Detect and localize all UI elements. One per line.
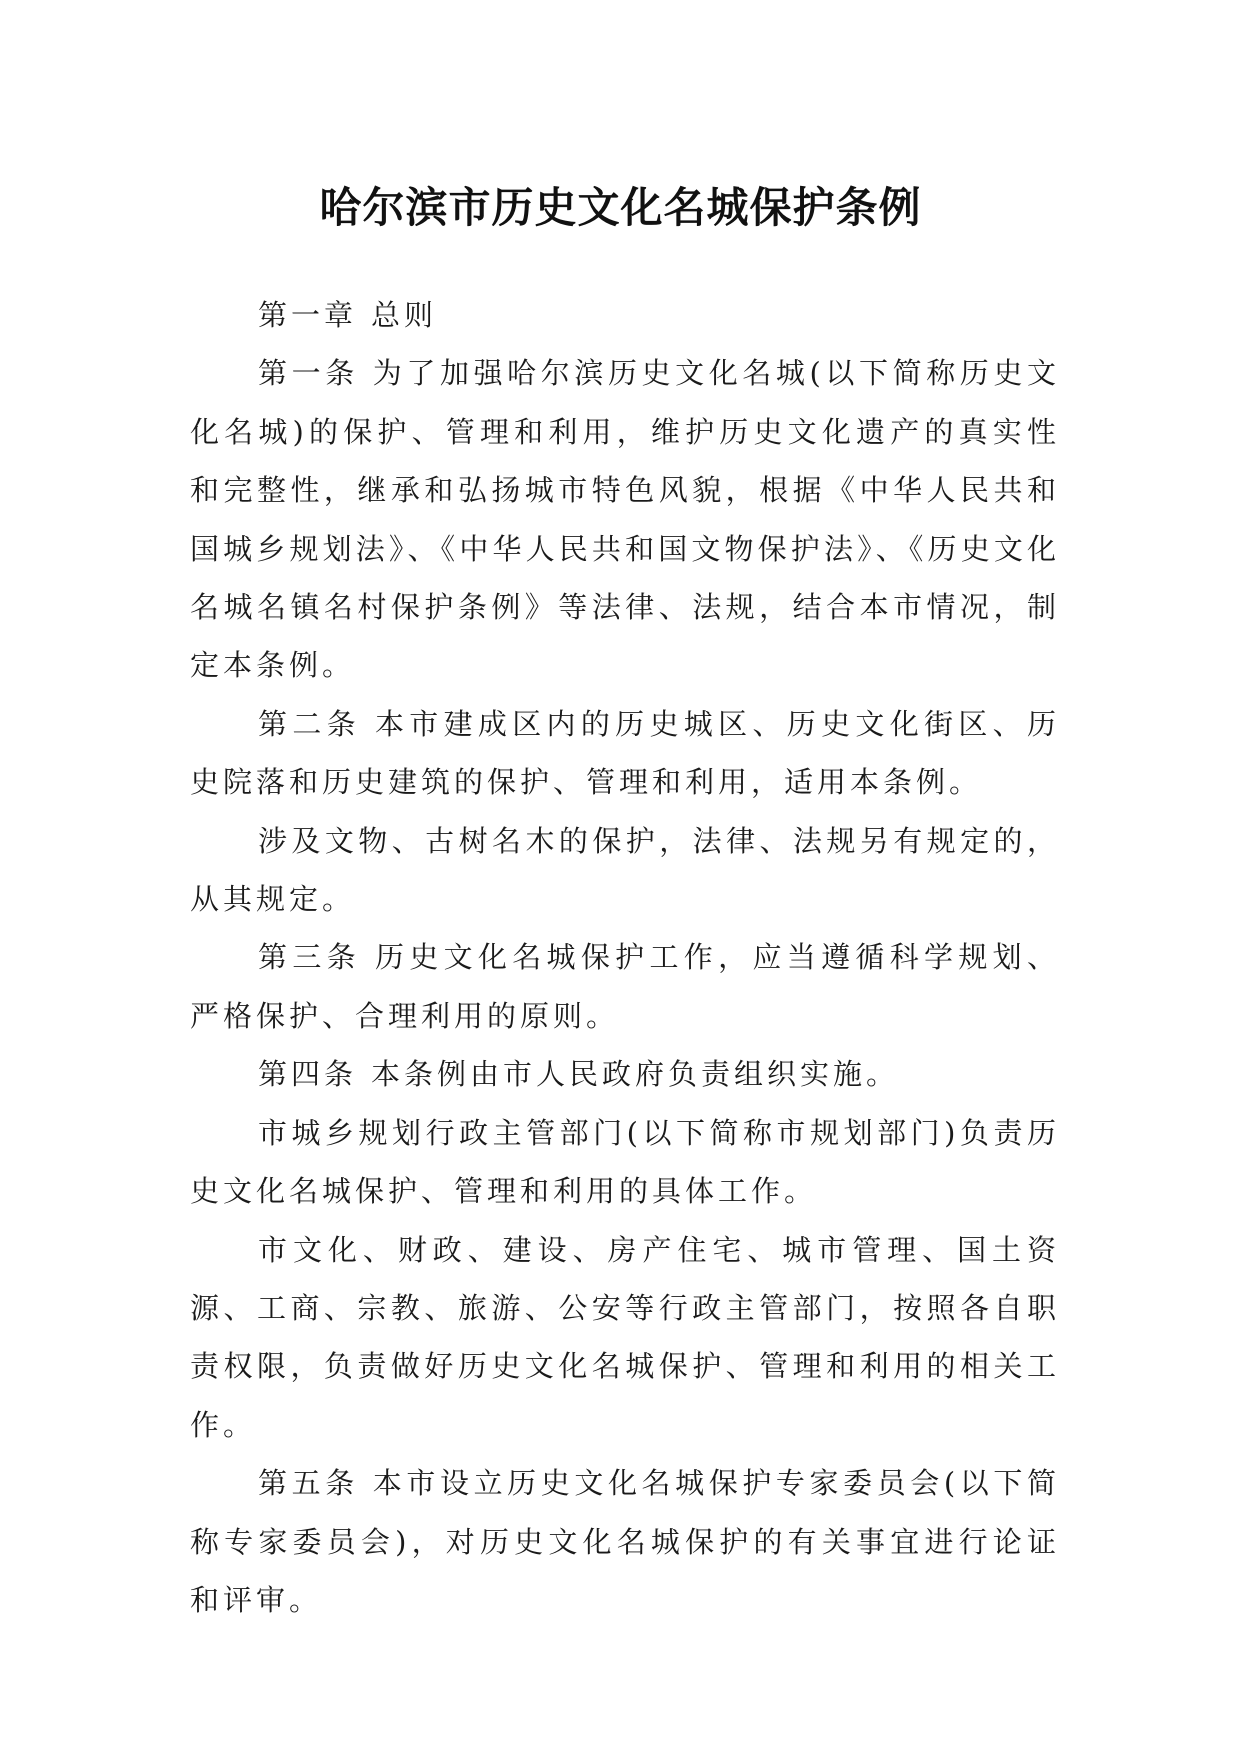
paragraph-text: 涉及文物、古树名木的保护，法律、法规另有规定的，从其规定。 bbox=[190, 823, 1060, 917]
paragraph-text: 市文化、财政、建设、房产住宅、城市管理、国土资源、工商、宗教、旅游、公安等行政主管部门，按照各自职责权限，负责做好历史文化名城保护、管理和利用的相关工作。 bbox=[190, 1232, 1060, 1442]
article-number: 第三条 bbox=[258, 940, 361, 975]
article-number: 第二条 bbox=[258, 706, 361, 741]
article-text: 为了加强哈尔滨历史文化名城(以下简称历史文化名城)的保护、管理和利用，维护历史文化遗产的真实性和完整性，继承和弘扬城市特色风貌，根据《中华人民共和国城乡规划法》、《中华人民共和国文物保护法》、《历史文化名城名镇名村保护条例》等法律、法规，结合本市情况，制定本条例。 bbox=[190, 356, 1060, 683]
article-text: 本条例由市人民政府负责组织实施。 bbox=[371, 1057, 900, 1092]
document-title: 哈尔滨市历史文化名城保护条例 bbox=[319, 183, 922, 233]
chapter-heading bbox=[190, 286, 1060, 344]
article-text: 本市建成区内的历史城区、历史文化街区、历史院落和历史建筑的保护、管理和利用，适用本条例。 bbox=[190, 706, 1060, 800]
article-2-subparagraph bbox=[190, 812, 1060, 929]
chapter-number: 第一章 bbox=[258, 298, 358, 332]
article-4-subparagraph-1 bbox=[190, 1104, 1060, 1221]
article-number: 第五条 bbox=[258, 1466, 359, 1501]
article-number: 第一条 bbox=[258, 356, 359, 391]
article-1-paragraph bbox=[190, 344, 1060, 694]
article-2-paragraph bbox=[190, 695, 1060, 812]
article-5-paragraph bbox=[190, 1454, 1060, 1629]
paragraph-text: 市城乡规划行政主管部门(以下简称市规划部门)负责历史文化名城保护、管理和利用的具体工作。 bbox=[190, 1115, 1060, 1209]
chapter-name: 总则 bbox=[371, 298, 438, 332]
article-4-subparagraph-2 bbox=[190, 1221, 1060, 1455]
article-3-paragraph bbox=[190, 928, 1060, 1045]
article-text: 本市设立历史文化名城保护专家委员会(以下简称专家委员会)，对历史文化名城保护的有关事宜进行论证和评审。 bbox=[190, 1466, 1060, 1617]
article-text: 历史文化名城保护工作，应当遵循科学规划、严格保护、合理利用的原则。 bbox=[190, 940, 1060, 1033]
document-body bbox=[190, 286, 1060, 1629]
article-number: 第四条 bbox=[258, 1057, 358, 1092]
article-4-paragraph bbox=[190, 1045, 1060, 1103]
